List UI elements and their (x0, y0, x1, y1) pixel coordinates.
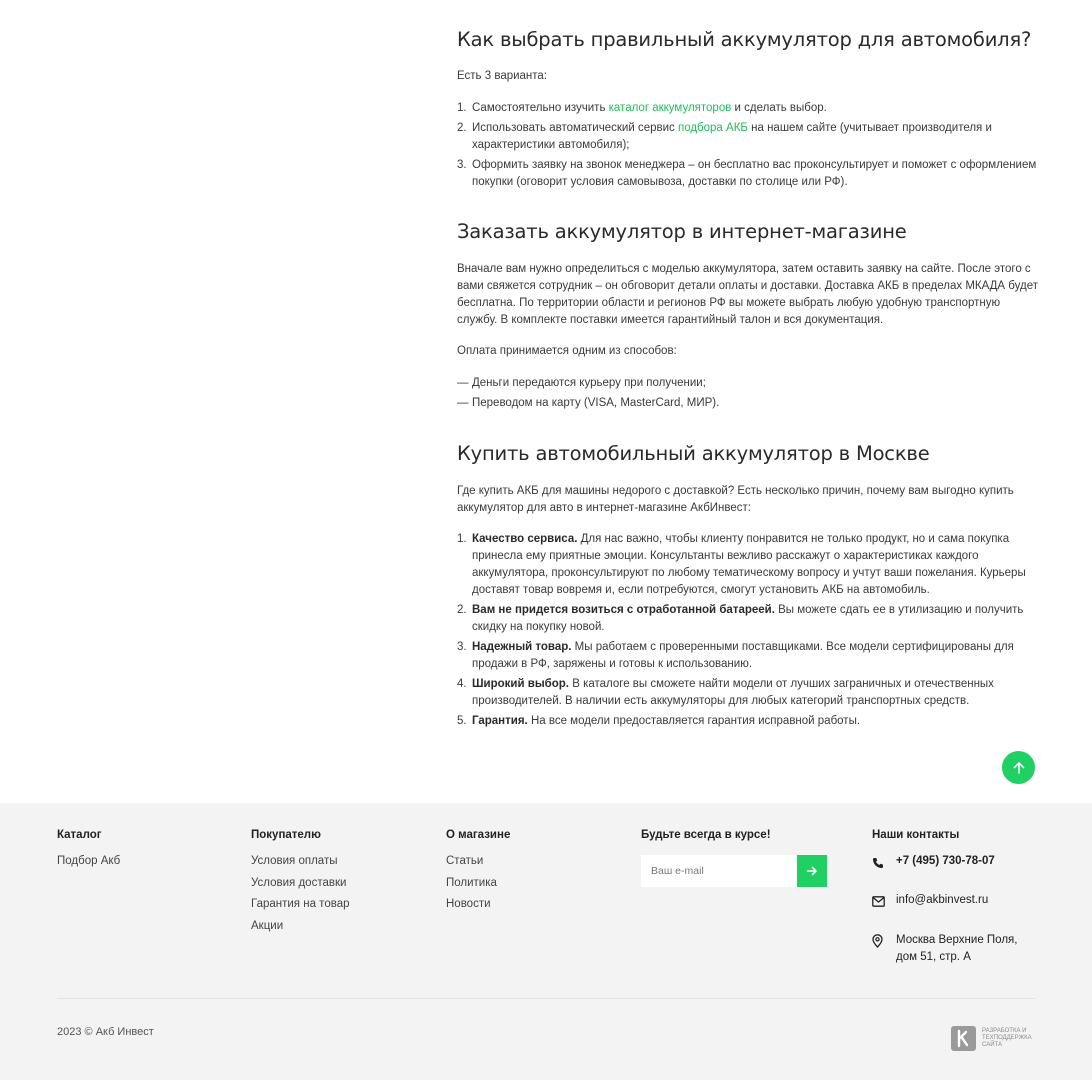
list-item: 3. Оформить заявку на звонок менеджера – он бесплатно вас проконсультирует и поможет с оформлением покупки (оговорит условия самовывоза, доставки по столице или РФ). (457, 159, 1037, 188)
payment-intro: Оплата принимается одним из способов: (457, 345, 677, 357)
list-item: — Деньги передаются курьеру при получении; (457, 377, 706, 389)
email-input[interactable] (641, 855, 797, 887)
contact-email (872, 894, 1022, 916)
footer-buyer-column (251, 829, 349, 941)
contact-address (872, 932, 1022, 966)
footer-link-battery-selection[interactable]: Подбор Акб (57, 855, 121, 867)
reasons-intro: Где купить АКБ для машины недорого с доставкой? Есть несколько причин, почему вам выгодно купить аккумулятор для авто в интернет-магазине АкбИнвест: (457, 485, 1014, 514)
location-pin-icon (872, 932, 896, 954)
heading-choose-battery: Как выбрать правильный аккумулятор для автомобиля? (457, 28, 1032, 51)
arrow-up-icon (1012, 761, 1026, 775)
list-item: 2. Использовать автоматический сервис подбора АКБ на нашем сайте (учитывает производителя и характеристики автомобиля); (457, 122, 992, 151)
footer-link-delivery[interactable]: Условия доставки (251, 876, 347, 889)
list-item: 1. Качество сервиса. Для нас важно, чтобы клиенту понравится не только продукт, но и сама покупка принесла ему приятные эмоции. Консультанты вежливо расскажут о характеристиках каждого аккумулятора, проконсультируют по любому тематическому вопросу и учтут ваши пожелания. Курьеры доставят товар вовремя и, если потребуются, смогут установить АКБ на автомобиль. (457, 533, 1026, 596)
developer-logo-icon (951, 1026, 976, 1051)
list-item: 4. Широкий выбор. В каталоге вы сможете найти модели от лучших заграничных и отечественных производителей. В наличии есть аккумуляторы для любых категорий транспортных средств. (457, 678, 994, 707)
subscribe-form (641, 855, 827, 887)
arrow-right-icon (806, 865, 818, 877)
footer-about-column (446, 829, 510, 920)
footer-contacts-title: Наши контакты (872, 829, 960, 841)
footer-catalog-column (57, 829, 120, 877)
footer-link-payment[interactable]: Условия оплаты (251, 855, 338, 867)
footer-about-title: О магазине (446, 829, 511, 841)
catalog-link[interactable]: каталог аккумуляторов (608, 102, 732, 114)
options-list (457, 100, 1042, 194)
footer-buyer-title: Покупателю (251, 829, 321, 841)
footer-subscribe-title: Будьте всегда в курсе! (641, 829, 771, 841)
footer-link-promotions[interactable]: Акции (251, 919, 284, 932)
list-item: 2. Вам не придется возиться с отработанной батареей. Вы можете сдать ее в утилизацию и получить скидку на покупку новой. (457, 604, 1024, 633)
footer-link-articles[interactable]: Статьи (446, 855, 484, 867)
intro-text: Есть 3 варианта: (457, 70, 548, 82)
footer-divider (57, 998, 1035, 999)
footer-contacts-column (872, 829, 1022, 966)
developer-link[interactable] (951, 1026, 1042, 1051)
scroll-to-top-button[interactable] (1002, 751, 1035, 784)
payment-list (457, 375, 719, 415)
address-text: Москва Верхние Поля, дом 51, стр. А (896, 934, 1018, 963)
email-link[interactable]: info@akbinvest.ru (896, 893, 989, 906)
phone-icon (872, 855, 896, 875)
footer-subscribe-column (641, 829, 827, 887)
subscribe-button[interactable] (797, 855, 827, 887)
copyright: 2023 © Акб Инвест (57, 1026, 154, 1038)
developer-text: РАЗРАБОТКА И ТЕХПОДДЕРЖКА САЙТА (982, 1028, 1032, 1048)
reasons-list (457, 531, 1042, 733)
footer-catalog-title: Каталог (57, 829, 102, 841)
list-item: — Переводом на карту (VISA, MasterCard, МИР). (457, 397, 720, 409)
footer-link-warranty[interactable]: Гарантия на товар (251, 898, 350, 910)
mail-icon (872, 894, 896, 913)
phone-link[interactable]: +7 (495) 730-78-07 (896, 855, 995, 867)
contact-phone (872, 855, 1022, 877)
list-item: 3. Надежный товар. Мы работаем с проверенными поставщиками. Все модели сертифицированы для продажи в РФ, заряжены и готовы к использованию. (457, 641, 1014, 670)
heading-buy-moscow: Купить автомобильный аккумулятор в Москве (457, 442, 930, 465)
heading-order-online: Заказать аккумулятор в интернет-магазине (457, 220, 907, 243)
list-item: 1. Самостоятельно изучить каталог аккумуляторов и сделать выбор. (457, 102, 827, 114)
footer-link-news[interactable]: Новости (446, 898, 491, 910)
list-item: 5. Гарантия. На все модели предоставляется гарантия исправной работы. (457, 715, 861, 727)
battery-selection-link[interactable]: подбора АКБ (677, 122, 748, 134)
footer-link-policy[interactable]: Политика (446, 876, 497, 889)
footer (0, 803, 1092, 1080)
order-paragraph: Вначале вам нужно определиться с моделью аккумулятора, затем оставить заявку на сайте. После этого с вами свяжется сотрудник – он обговорит детали оплаты и доставки. Доставка АКБ в пределах МКАДА будет бесплатна. По территории области и регионов РФ вы можете выбрать любую удобную транспортную службу. В комплекте поставки имеется гарантийный талон и вся документация. (457, 263, 1038, 326)
